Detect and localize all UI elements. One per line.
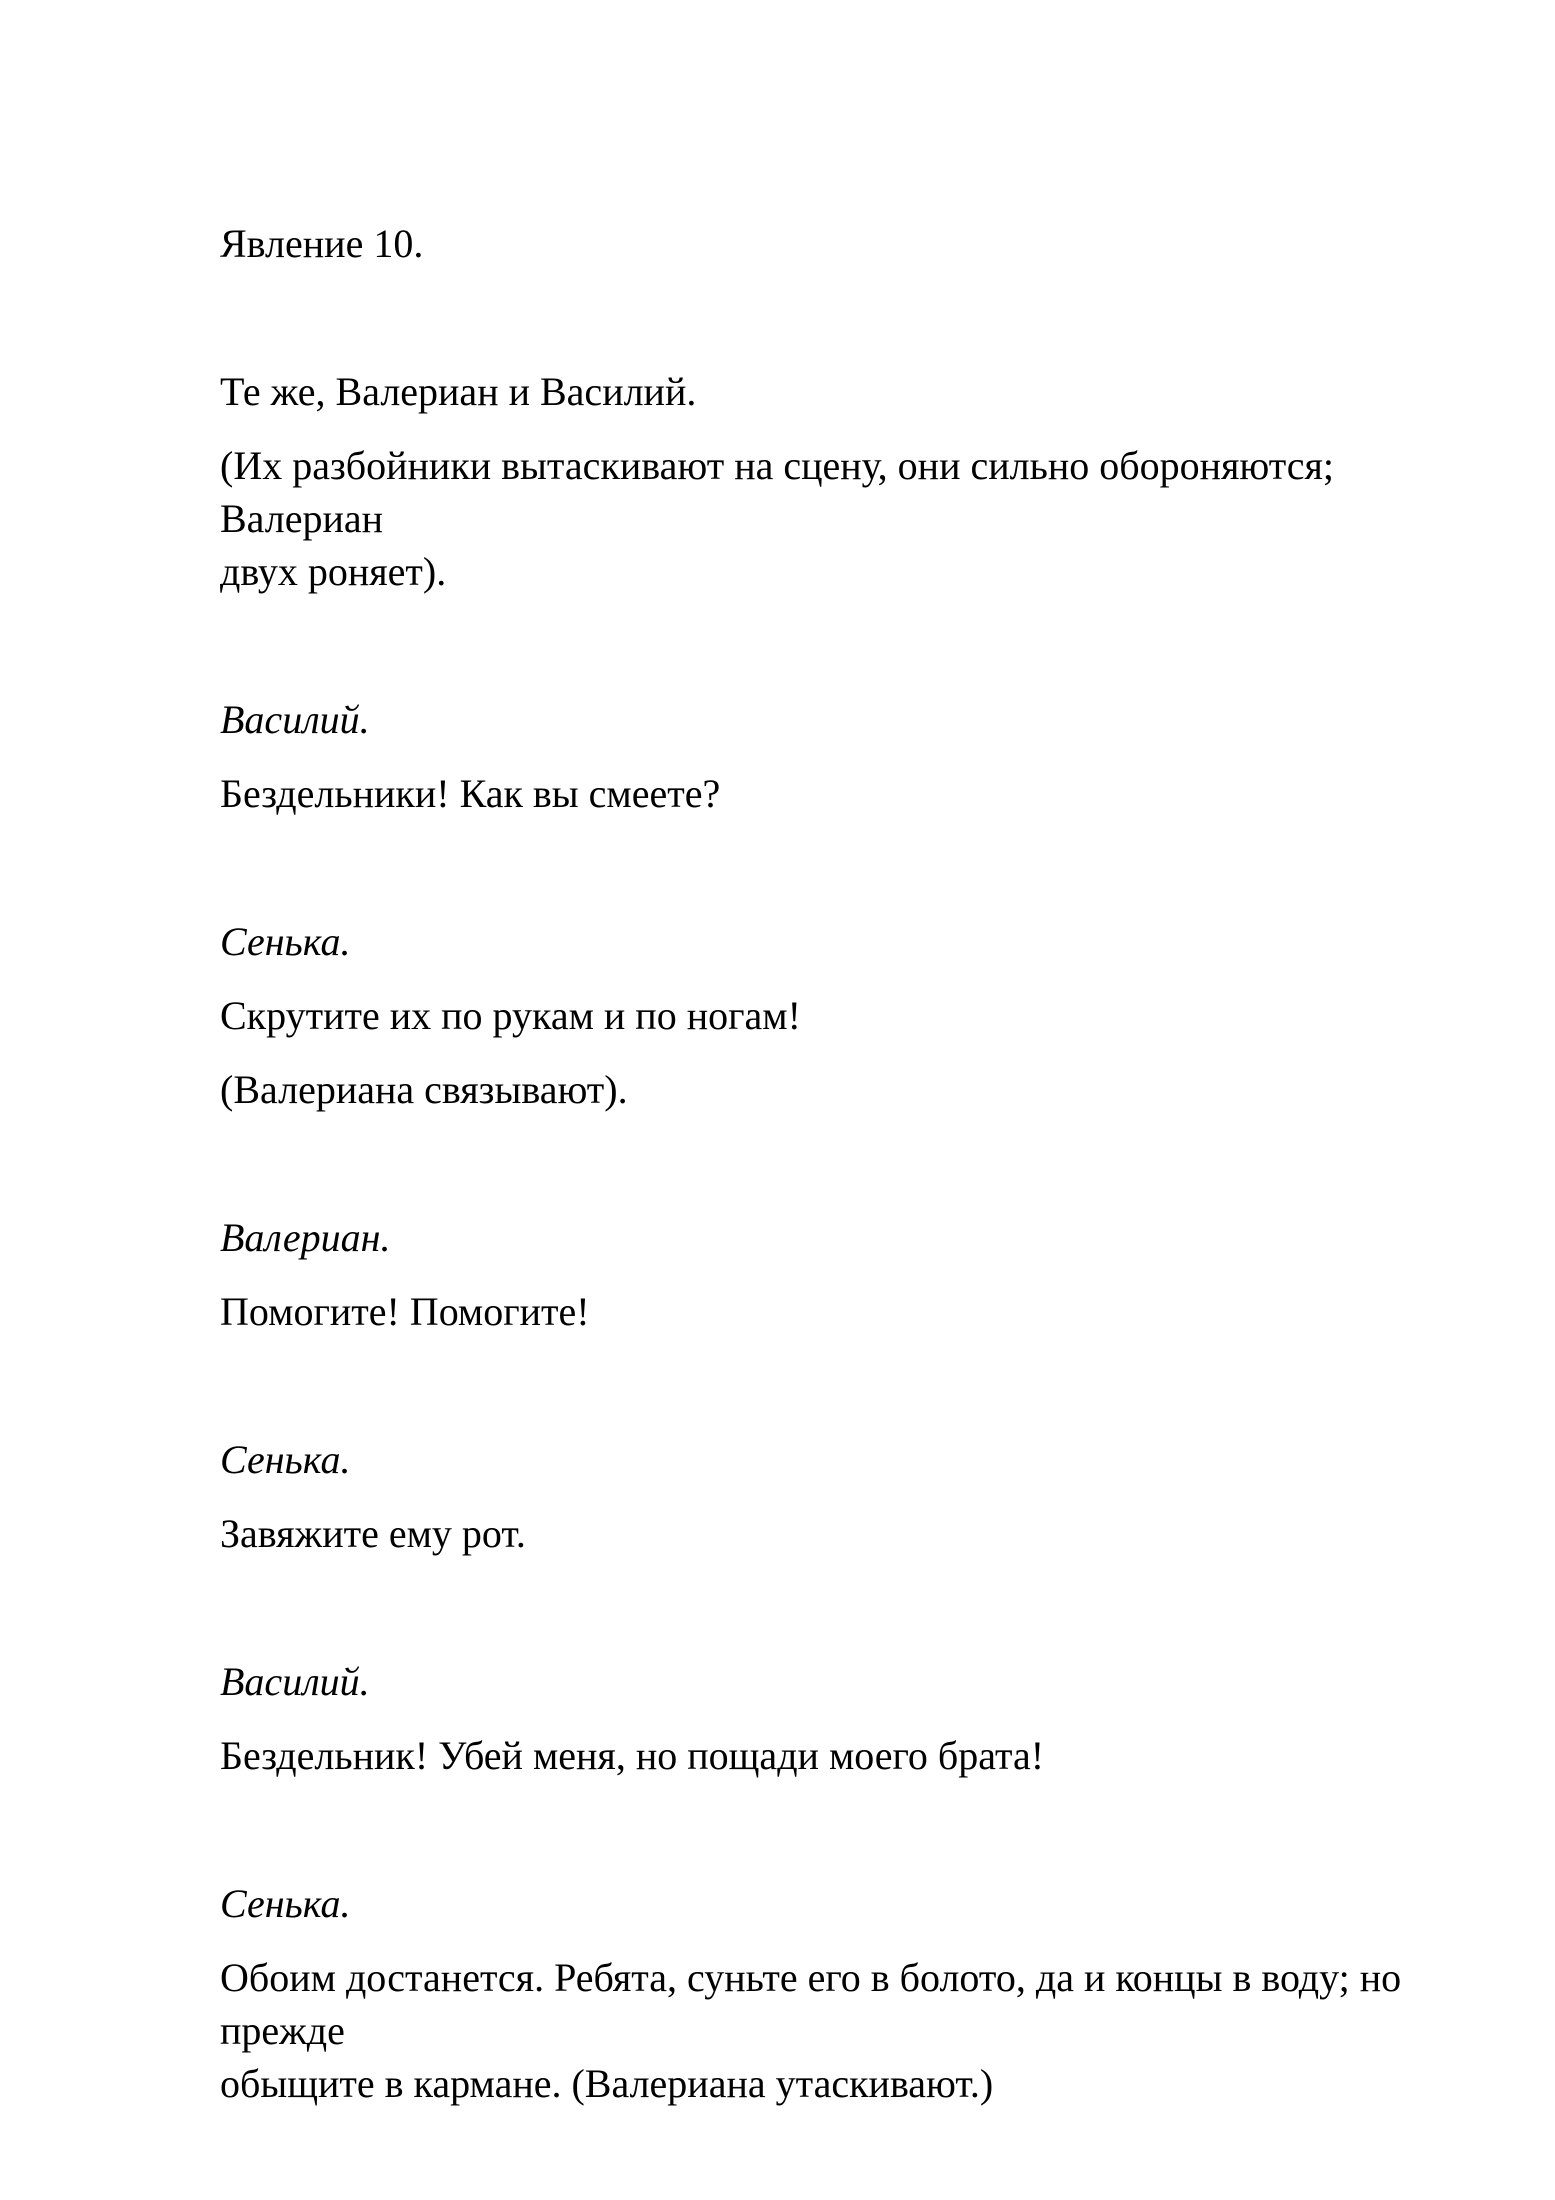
script-text [220,217,1455,2131]
speaker-name: Василий. [220,697,370,742]
speaker-name: Сенька. [220,1881,351,1926]
speech-line: Завяжите ему рот. [220,1511,526,1556]
speech-line: Помогите! Помогите! [220,1289,590,1334]
speaker-name: Сенька. [220,1437,351,1482]
stage-direction: (Их разбойники вытаскивают на сцену, они сильно обороняются; Валериан двух роняет). [220,443,1335,594]
speaker-name: Василий. [220,1659,370,1704]
speaker-name: Валериан. [220,1215,391,1260]
speaker-name: Сенька. [220,919,351,964]
cast-line: Те же, Валериан и Василий. [220,369,697,414]
speech-line: Бездельники! Как вы смеете? [220,771,721,816]
speech-line: Обоим достанется. Ребята, суньте его в болото, да и концы в воду; но прежде обыщите в кармане. (Валериана утаскивают.) [220,1955,1402,2106]
speech-line: Бездельник! Убей меня, но пощади моего брата! [220,1733,1045,1778]
scene-heading: Явление 10. [220,221,424,266]
stage-direction: (Валериана связывают). [220,1067,628,1112]
speech-line: Скрутите их по рукам и по ногам! [220,993,801,1038]
